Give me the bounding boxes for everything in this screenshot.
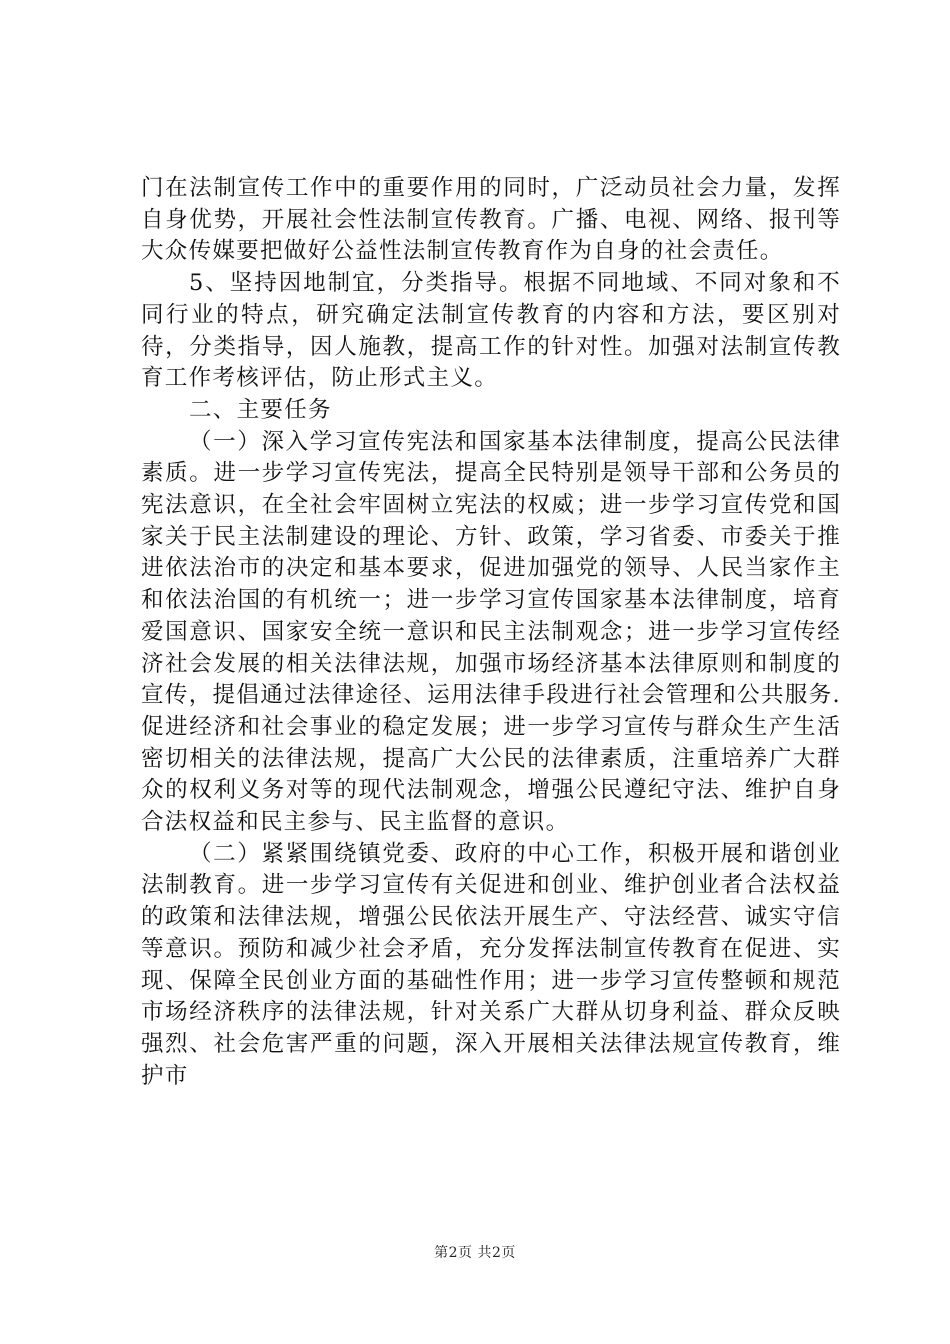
document-body: [141, 173, 841, 1092]
section-heading-main-tasks: 二、主要任务: [189, 396, 332, 423]
page-footer: 第2页 共2页: [434, 1245, 516, 1261]
paragraph-task-1: （一）深入学习宣传宪法和国家基本法律制度，提高公民法律素质。进一步学习宣传宪法，提高全民特别是领导干部和公务员的宪法意识，在全社会牢固树立宪法的权威；进一步学习宣传党和国家关于民主法制建设的理论、方针、政策，学习省委、市委关于推进依法治市的决定和基本要求，促进加强党的领导、人民当家作主和依法治国的有机统一；进一步学习宣传国家基本法律制度，培育爱国意识、国家安全统一意识和民主法制观念；进一步学习宣传经济社会发展的相关法律法规，加强市场经济基本法律原则和制度的宣传，提倡通过法律途径、运用法律手段进行社会管理和公共服务.促进经济和社会事业的稳定发展；进一步学习宣传与群众生产生活密切相关的法律法规，提高广大公民的法律素质，注重培养广大群众的权利义务对等的现代法制观念，增强公民遵纪守法、维护自身合法权益和民主参与、民主监督的意识。: [141, 428, 841, 836]
paragraph-task-2: （二）紧紧围绕镇党委、政府的中心工作，积极开展和谐创业法制教育。进一步学习宣传有关促进和创业、维护创业者合法权益的政策和法律法规，增强公民依法开展生产、守法经营、诚实守信等意识。预防和减少社会矛盾，充分发挥法制宣传教育在促进、实现、保障全民创业方面的基础性作用；进一步学习宣传整顿和规范市场经济秩序的法律法规，针对关系广大群从切身利益、群众反映强烈、社会危害严重的问题，深入开展相关法律法规宣传教育，维护市: [141, 840, 841, 1089]
paragraph-1: 门在法制宣传工作中的重要作用的同时，广泛动员社会力量，发挥自身优势，开展社会性法制宣传教育。广播、电视、网络、报刊等大众传媒要把做好公益性法制宣传教育作为自身的社会责任。: [141, 175, 841, 265]
paragraph-2: 5、坚持因地制宜，分类指导。根据不同地域、不同对象和不同行业的特点，研究确定法制宣传教育的内容和方法，要区别对待，分类指导，因人施教，提高工作的针对性。加强对法制宣传教育工作考核评估，防止形式主义。: [141, 270, 841, 392]
